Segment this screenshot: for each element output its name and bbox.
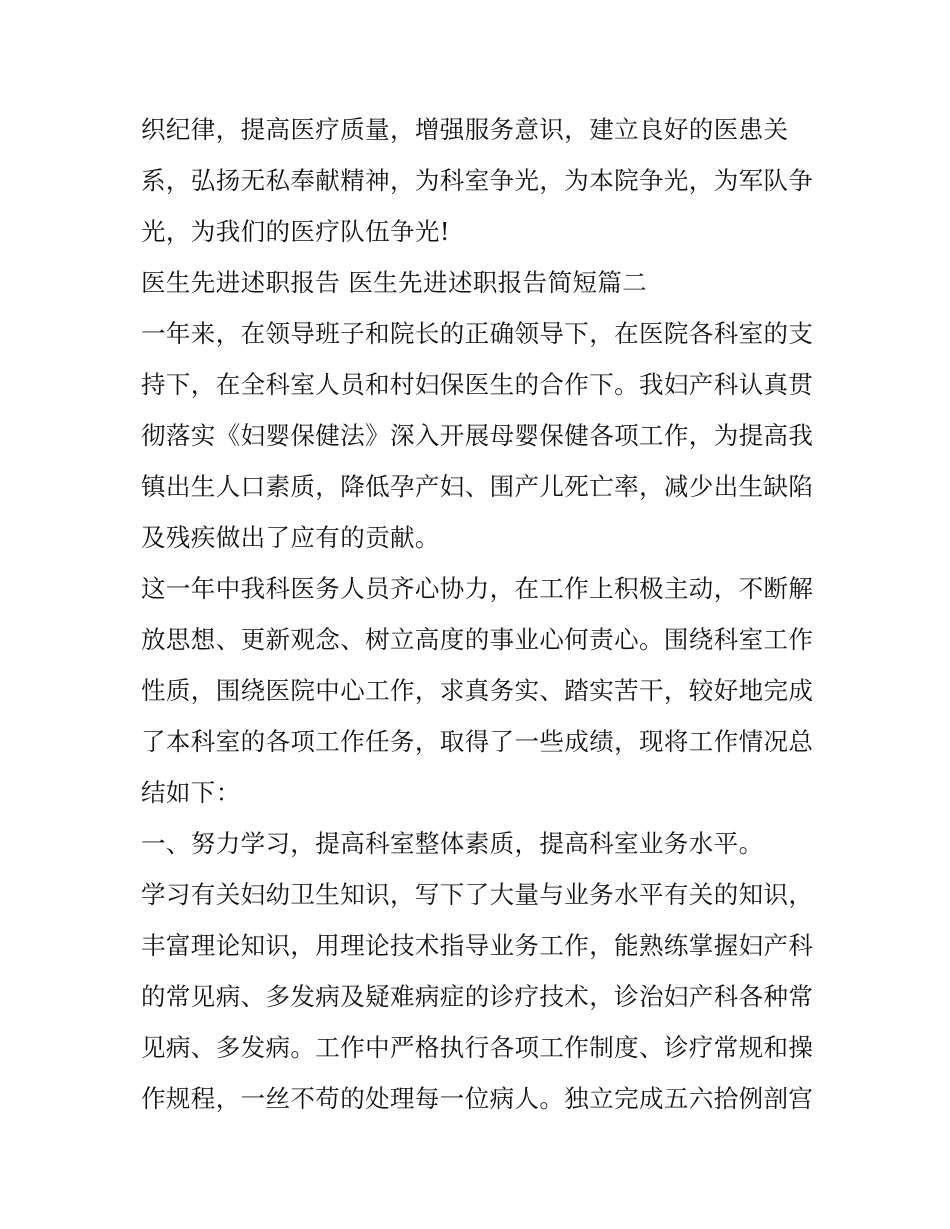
text-line: 光，为我们的医疗队伍争光! bbox=[141, 217, 451, 246]
text-line: 结如下： bbox=[141, 778, 241, 807]
text-line: 一年来，在领导班子和院长的正确领导下，在医院各科室的支 bbox=[141, 319, 814, 348]
text-line: 丰富理论知识，用理论技术指导业务工作，能熟练掌握妇产科 bbox=[141, 931, 814, 960]
text-line: 及残疾做出了应有的贡献。 bbox=[141, 523, 440, 552]
text-line: 系，弘扬无私奉献精神，为科室争光，为本院争光，为军队争 bbox=[141, 166, 814, 195]
text-line: 一、努力学习，提高科室整体素质，提高科室业务水平。 bbox=[141, 829, 764, 858]
text-line: 性质，围绕医院中心工作，求真务实、踏实苦干，较好地完成 bbox=[141, 676, 814, 705]
text-line: 见病、多发病。工作中严格执行各项工作制度、诊疗常规和操 bbox=[141, 1033, 814, 1062]
text-line: 持下，在全科室人员和村妇保医生的合作下。我妇产科认真贯 bbox=[141, 370, 814, 399]
text-line: 彻落实《妇婴保健法》深入开展母婴保健各项工作，为提高我 bbox=[141, 421, 814, 450]
text-line: 镇出生人口素质，降低孕产妇、围产儿死亡率，减少出生缺陷 bbox=[141, 472, 814, 501]
text-line: 这一年中我科医务人员齐心协力，在工作上积极主动，不断解 bbox=[141, 574, 814, 603]
text-line: 学习有关妇幼卫生知识，写下了大量与业务水平有关的知识， bbox=[141, 880, 814, 909]
text-line: 的常见病、多发病及疑难病症的诊疗技术，诊治妇产科各种常 bbox=[141, 982, 814, 1011]
text-line: 了本科室的各项工作任务，取得了一些成绩，现将工作情况总 bbox=[141, 727, 814, 756]
text-line: 作规程，一丝不苟的处理每一位病人。独立完成五六拾例剖宫 bbox=[141, 1084, 814, 1113]
section-heading: 医生先进述职报告 医生先进述职报告简短篇二 bbox=[141, 268, 648, 297]
text-line: 织纪律，提高医疗质量，增强服务意识，建立良好的医患关 bbox=[141, 115, 789, 144]
body-text bbox=[141, 104, 821, 1124]
text-line: 放思想、更新观念、树立高度的事业心何责心。围绕科室工作 bbox=[141, 625, 814, 654]
